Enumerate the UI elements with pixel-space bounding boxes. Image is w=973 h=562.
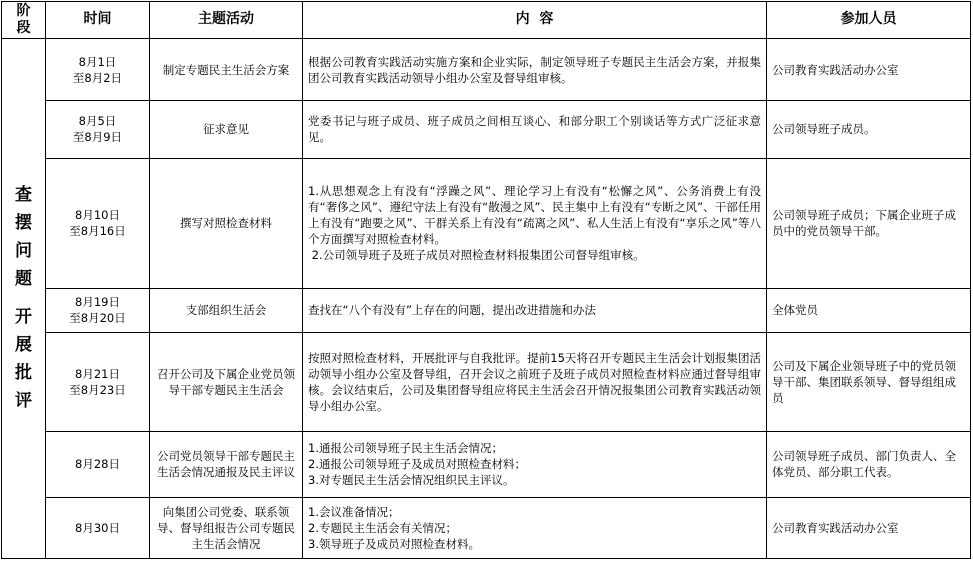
time-line: 8月28日 [75,457,120,472]
time-line: 8月30日 [75,520,120,535]
content-line: 3.领导班子及成员对照检查材料。 [308,536,480,551]
participants-cell: 全体党员 [767,288,971,332]
phase-char: 展 [15,335,32,356]
time-line: 至8月9日 [72,130,123,145]
content-line: 2.公司领导班子及班子成员对照检查材料报集团公司督导组审核。 [308,248,645,263]
schedule-table [1,1,971,559]
time-cell [46,101,150,158]
content-line: 1.从思想观念上有没有“浮躁之风”、理论学习上有没有“松懈之风”、公务消费上有没有“奢侈之风”、遵纪守法上有没有“散漫之风”、民主集中上有没有“专断之风”、干部任用上有没有“跑要之风”、干群关系上有没有“疏离之风”、私人生活上有没有“享乐之风”等八个方面撰写对照检查材料。 [308,184,761,247]
header-time: 时间 [46,2,150,39]
content-line: 1.通报公司领导班子民主生活会情况； [308,441,503,456]
table-row [2,101,971,158]
theme-cell: 撰写对照检查材料 [150,158,303,288]
theme-cell: 公司党员领导干部专题民主生活会情况通报及民主评议 [150,432,303,498]
content-cell: 按照对照检查材料，开展批评与自我批评。提前15天将召开专题民主生活会计划报集团活动领导小组办公室及督导组，召开会议之前班子及班子成员对照检查材料应通过督导组审核。会议结束后，公司及集团督导组应将民主生活会召开情况报集团公司教育实践活动领导小组办公室。 [303,332,767,431]
content-cell [303,497,767,558]
time-line: 至8月2日 [72,70,123,85]
phase-cell [2,38,46,558]
phase-char: 查 [15,185,32,206]
theme-cell: 向集团公司党委、联系领导、督导组报告公司专题民主生活会情况 [150,497,303,558]
table-row [2,332,971,431]
content-cell: 根据公司教育实践活动实施方案和企业实际，制定领导班子专题民主生活会方案，并报集团公司教育实践活动领导小组办公室及督导组审核。 [303,38,767,100]
phase-char: 问 [15,241,32,262]
theme-cell: 制定专题民主生活会方案 [150,38,303,100]
time-cell [46,432,150,498]
participants-cell: 公司教育实践活动办公室 [767,497,971,558]
phase-char: 评 [15,391,32,412]
time-line: 8月1日 [78,54,117,69]
participants-cell: 公司领导班子成员、部门负责人、全体党员、部分职工代表。 [767,432,971,498]
content-line: 3.对专题民主生活会情况组织民主评议。 [308,473,515,488]
time-line: 8月21日 [75,366,120,381]
participants-cell: 公司教育实践活动办公室 [767,38,971,100]
participants-cell: 公司领导班子成员；下属企业班子成员中的党员领导干部。 [767,158,971,288]
time-cell [46,497,150,558]
header-row [2,2,971,39]
header-content: 内 容 [303,2,767,39]
time-line: 至8月20日 [69,311,126,326]
time-cell [46,332,150,431]
content-cell: 党委书记与班子成员、班子成员之间相互谈心、和部分职工个别谈话等方式广泛征求意见。 [303,101,767,158]
time-cell [46,38,150,100]
content-line: 2.通报公司领导班子及成员对照检查材料； [308,457,526,472]
header-phase-line1: 阶 [16,2,31,19]
table-row [2,497,971,558]
time-line: 8月19日 [75,295,120,310]
content-line: 1.会议准备情况； [308,504,400,519]
theme-cell: 召开公司及下属企业党员领导干部专题民主生活会 [150,332,303,431]
time-line: 8月10日 [75,208,120,223]
time-cell [46,288,150,332]
time-line: 至8月23日 [69,382,126,397]
table-row [2,158,971,288]
time-cell [46,158,150,288]
phase-char: 题 [15,269,32,290]
table-row [2,432,971,498]
table-row [2,288,971,332]
theme-cell: 支部组织生活会 [150,288,303,332]
header-participants: 参加人员 [767,2,971,39]
header-phase-line2: 段 [16,19,31,36]
participants-cell: 公司领导班子成员。 [767,101,971,158]
header-phase [2,2,46,39]
phase-char: 批 [15,363,32,384]
content-cell [303,432,767,498]
phase-char: 摆 [15,213,32,234]
content-cell [303,158,767,288]
table-row [2,38,971,100]
theme-cell: 征求意见 [150,101,303,158]
header-theme: 主题活动 [150,2,303,39]
participants-cell: 公司及下属企业领导班子中的党员领导干部、集团联系领导、督导组组成员 [767,332,971,431]
time-line: 至8月16日 [69,224,126,239]
phase-gap [7,293,40,303]
content-cell: 查找在“八个有没有”上存在的问题，提出改进措施和办法 [303,288,767,332]
content-line: 2.专题民主生活会有关情况； [308,520,457,535]
phase-char: 开 [15,307,32,328]
time-line: 8月5日 [78,114,117,129]
